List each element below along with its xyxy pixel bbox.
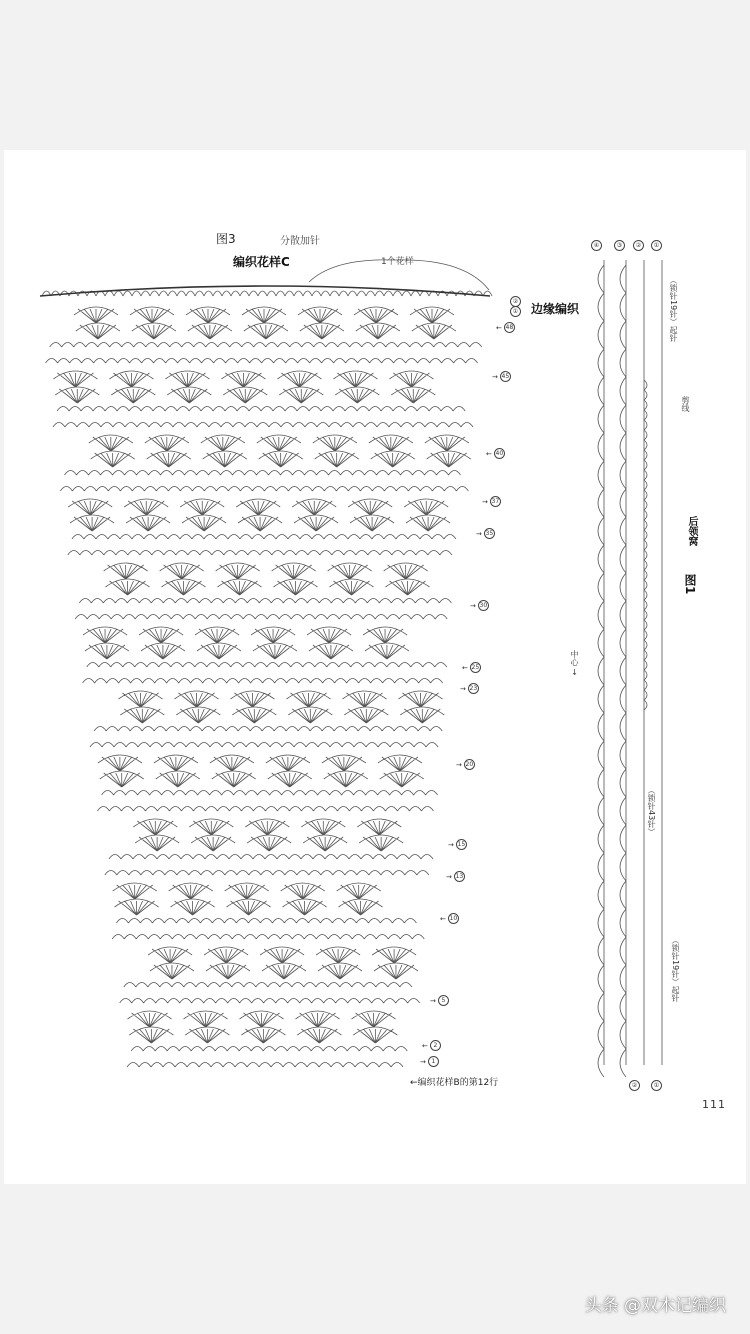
row-number: ② [510, 296, 521, 307]
start-label-text: 编织花样B的第12行 [417, 1078, 499, 1088]
chain-bottom-label: （锁针19针）起针 [671, 936, 680, 1003]
crochet-charts [4, 150, 746, 1184]
repeat-label: 1个花样 [381, 257, 414, 267]
row-number: → 5 [430, 995, 449, 1006]
fig1-row-number: ② [629, 1080, 640, 1091]
row-number: ← 25 [462, 663, 480, 672]
row-number: → 1 [420, 1056, 439, 1067]
row-number: → 13 [446, 872, 464, 881]
watermark: 头条 @双木记编织 [584, 1296, 726, 1316]
row-number: → 20 [456, 760, 474, 769]
diagram-page [4, 150, 746, 1184]
row-number: ← 10 [440, 914, 458, 923]
pattern-name: 编织花样C [233, 255, 290, 269]
row-number: → 30 [470, 601, 488, 610]
center-label: 中心 → [570, 650, 579, 676]
cut-thread-label: 剪线 [681, 396, 690, 412]
fig1-row-number: ④ [591, 240, 602, 251]
figure3-title: 图3 [216, 232, 236, 246]
fig1-row-number: ③ [614, 240, 625, 251]
row-number: → 45 [492, 372, 510, 381]
figure1-title: 图1 [683, 574, 697, 595]
row-number: → 37 [482, 497, 500, 506]
row-number: ← 40 [486, 449, 504, 458]
chain-top-label: （锁针19针）起针 [669, 276, 678, 343]
edge-label: 边缘编织 [531, 302, 580, 316]
row-number: → 35 [476, 529, 494, 538]
start-label: ←编织花样B的第12行 [410, 1078, 499, 1088]
fig1-row-number: ② [633, 240, 644, 251]
figure3-note: 分散加针 [280, 236, 320, 247]
row-number: ← 2 [422, 1040, 441, 1051]
figure1-subtitle: 后领窝 [686, 516, 697, 546]
row-number: ← 48 [496, 323, 514, 332]
row-number: → 15 [448, 840, 466, 849]
edge-border-line [40, 286, 490, 296]
row-number: ① [510, 306, 521, 317]
fig1-row-number: ① [651, 1080, 662, 1091]
row-number: → 23 [460, 684, 478, 693]
chain-middle-label: （锁针43针） [647, 786, 656, 837]
fig1-row-number: ① [651, 240, 662, 251]
page-number: 111 [702, 1098, 726, 1111]
